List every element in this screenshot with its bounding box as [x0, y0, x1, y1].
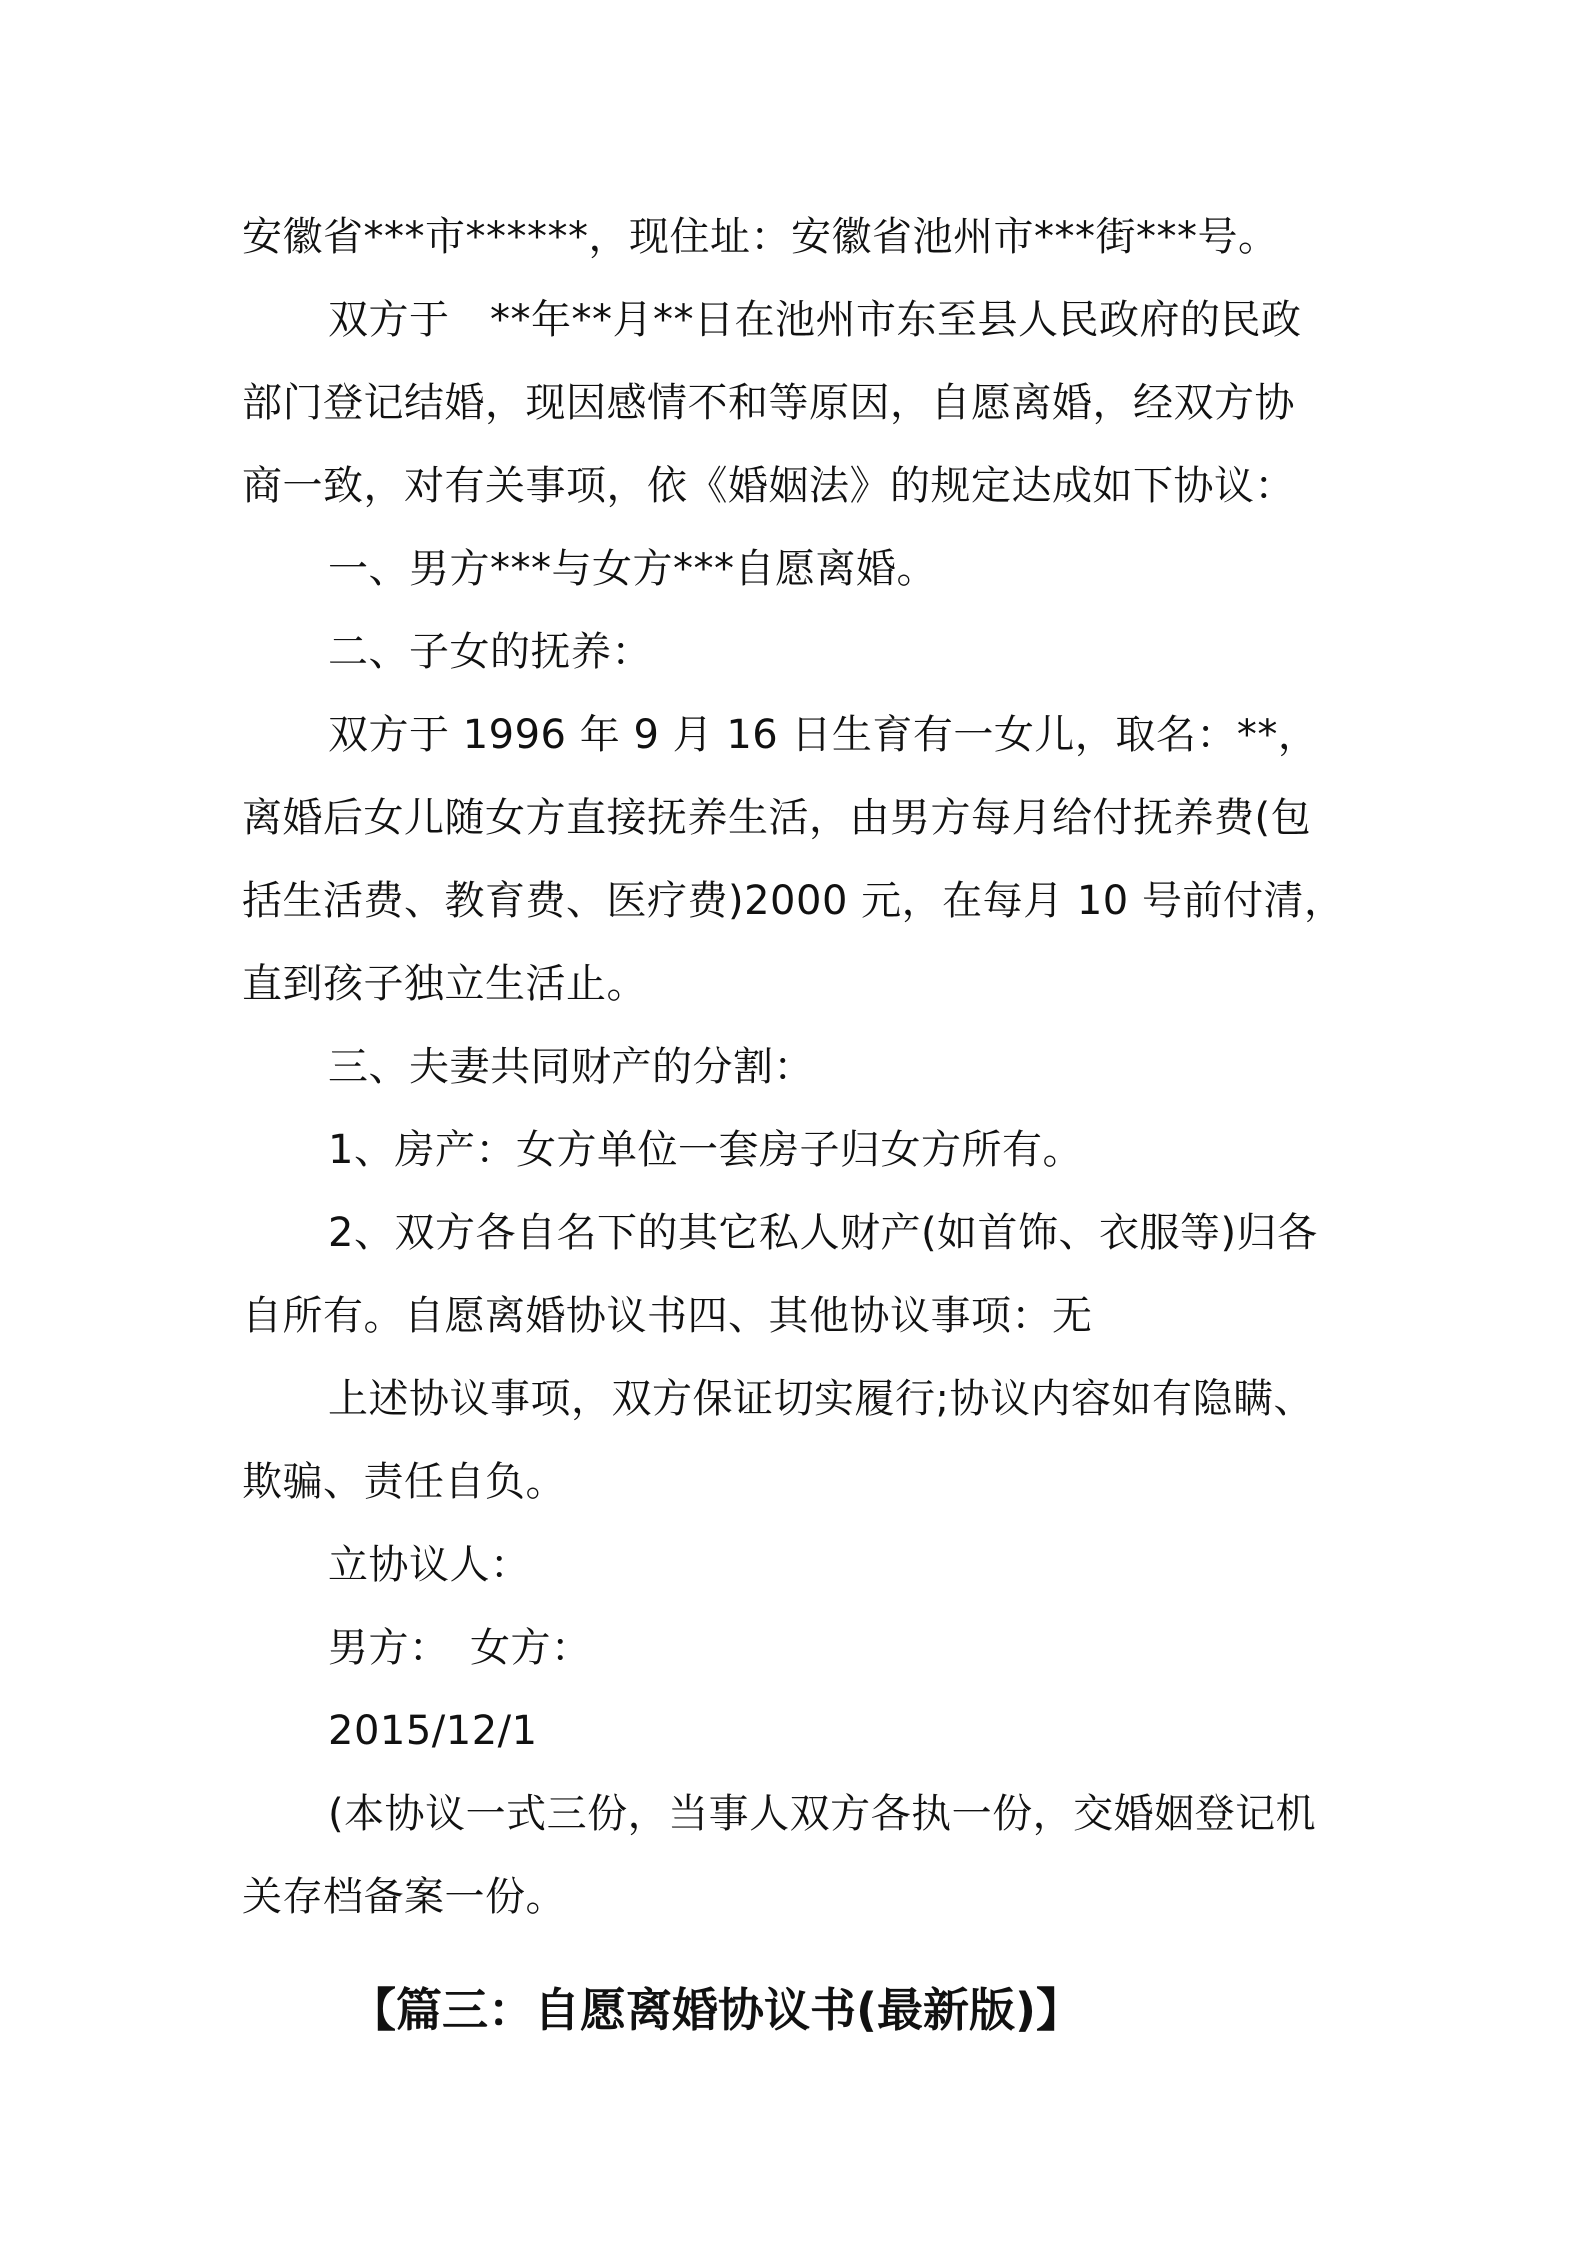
text-line: 1、房产：女方单位一套房子归女方所有。	[328, 1127, 1083, 1173]
signatory-label: 立协议人：	[328, 1542, 531, 1588]
text-line: (本协议一式三份，当事人双方各执一份，交婚姻登记机	[328, 1791, 1317, 1837]
text-line: 安徽省***市******，现住址：安徽省池州市***街***号。	[242, 214, 1279, 260]
text-line: 双方于 1996 年 9 月 16 日生育有一女儿，取名：**，	[328, 712, 1319, 758]
section-heading: 【篇三：自愿离婚协议书(最新版)】	[350, 1983, 1083, 2037]
signature-parties: 男方： 女方：	[328, 1625, 592, 1671]
text-line: 关存档备案一份。	[242, 1874, 566, 1920]
agreement-date: 2015/12/1	[328, 1708, 538, 1754]
text-line: 一、男方***与女方***自愿离婚。	[328, 546, 937, 592]
text-line: 欺骗、责任自负。	[242, 1459, 566, 1505]
text-line: 部门登记结婚，现因感情不和等原因，自愿离婚，经双方协	[242, 380, 1295, 426]
text-line: 自所有。自愿离婚协议书四、其他协议事项：无	[242, 1293, 1093, 1339]
text-line: 上述协议事项，双方保证切实履行;协议内容如有隐瞒、	[328, 1376, 1314, 1422]
document-body	[242, 196, 1352, 1939]
text-line: 直到孩子独立生活止。	[242, 961, 647, 1007]
text-line: 商一致，对有关事项，依《婚姻法》的规定达成如下协议：	[242, 463, 1295, 509]
text-line: 三、夫妻共同财产的分割：	[328, 1044, 814, 1090]
text-line: 双方于 **年**月**日在池州市东至县人民政府的民政	[328, 297, 1302, 343]
text-line: 二、子女的抚养：	[328, 629, 652, 675]
text-line: 括生活费、教育费、医疗费)2000 元，在每月 10 号前付清，	[242, 878, 1345, 924]
text-line: 离婚后女儿随女方直接抚养生活，由男方每月给付抚养费(包	[242, 795, 1312, 841]
text-line: 2、双方各自名下的其它私人财产(如首饰、衣服等)归各	[328, 1210, 1318, 1256]
